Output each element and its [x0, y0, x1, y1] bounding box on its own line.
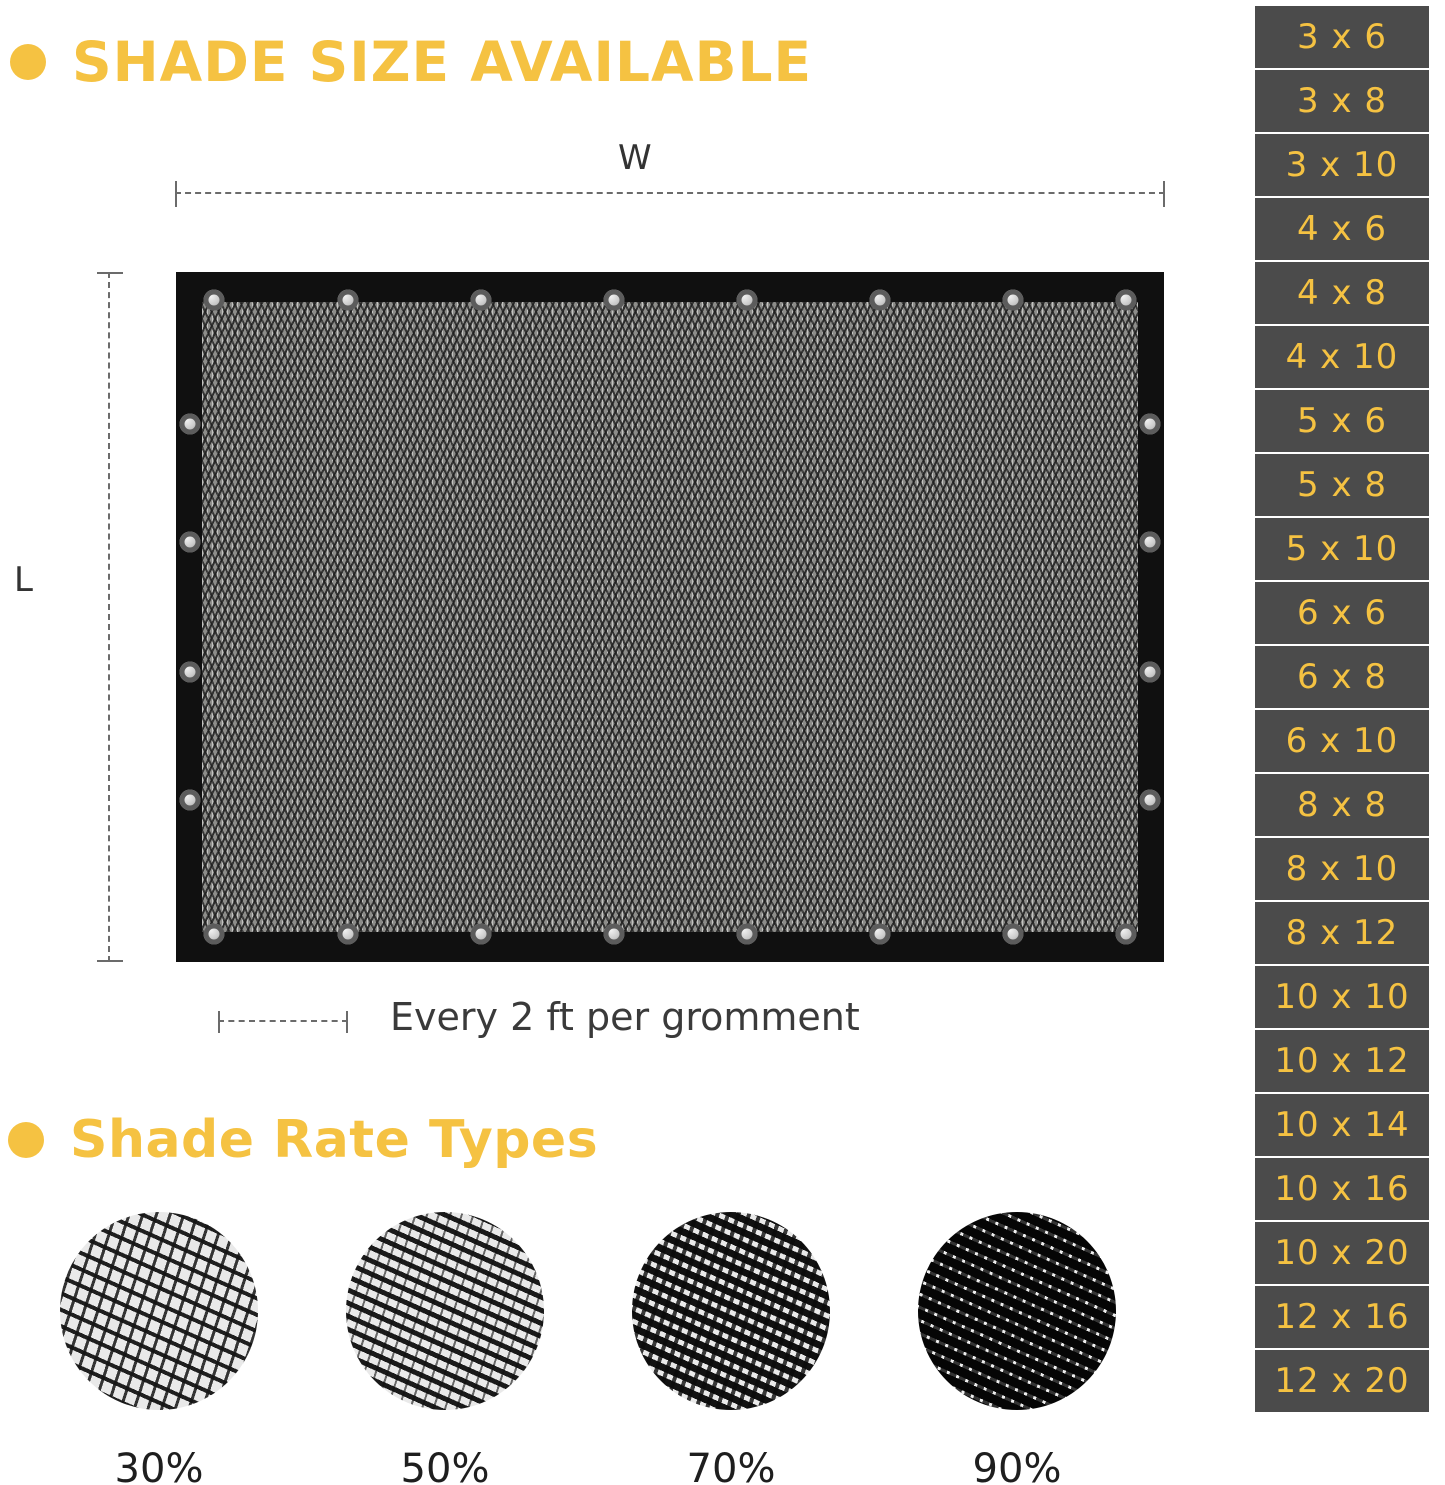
grommet: [1140, 662, 1161, 683]
mesh-30-swatch-icon: [60, 1212, 258, 1410]
size-chip: 3 x 8: [1255, 70, 1429, 132]
grommet-spacing-label: Every 2 ft per gromment: [390, 995, 860, 1039]
size-list: [1255, 6, 1429, 1412]
grommet: [1003, 290, 1024, 311]
mesh-90-swatch-icon: [918, 1212, 1116, 1410]
size-chip: 5 x 10: [1255, 518, 1429, 580]
size-chip: 10 x 20: [1255, 1222, 1429, 1284]
length-dimension-line: [108, 272, 110, 962]
grommet: [737, 924, 758, 945]
grommet: [1116, 290, 1137, 311]
grommet: [204, 290, 225, 311]
size-chip: 8 x 8: [1255, 774, 1429, 836]
size-chip: 6 x 10: [1255, 710, 1429, 772]
grommet: [737, 290, 758, 311]
grommet: [604, 924, 625, 945]
grommet: [1140, 790, 1161, 811]
shade-rate-item: [60, 1212, 258, 1485]
bullet-dot-icon: [8, 1122, 44, 1158]
shade-rate-item: [346, 1212, 544, 1485]
grommet: [180, 414, 201, 435]
grommet: [204, 924, 225, 945]
grommet: [471, 290, 492, 311]
size-chip: 3 x 6: [1255, 6, 1429, 68]
size-chip: 6 x 8: [1255, 646, 1429, 708]
width-dimension-line: [175, 192, 1165, 194]
shade-rate-label: 30%: [114, 1446, 204, 1485]
grommet: [1140, 532, 1161, 553]
grommet: [180, 662, 201, 683]
shade-rate-heading: [8, 1110, 598, 1170]
grommet: [870, 924, 891, 945]
grommet-spacing-line: [218, 1020, 348, 1022]
size-chip: 4 x 6: [1255, 198, 1429, 260]
grommet: [604, 290, 625, 311]
grommet: [471, 924, 492, 945]
grommet: [180, 532, 201, 553]
shade-cloth-diagram: [0, 120, 1270, 1080]
shade-rate-item: [918, 1212, 1116, 1485]
grommet: [180, 790, 201, 811]
size-chip: 3 x 10: [1255, 134, 1429, 196]
shade-size-heading-label: SHADE SIZE AVAILABLE: [72, 30, 813, 94]
size-chip: 12 x 20: [1255, 1350, 1429, 1412]
size-chip: 5 x 8: [1255, 454, 1429, 516]
shade-rate-heading-label: Shade Rate Types: [70, 1110, 599, 1170]
width-dimension-label: W: [618, 138, 652, 178]
grommet: [338, 924, 359, 945]
grommet: [338, 290, 359, 311]
shade-cloth-mesh: [202, 302, 1138, 932]
size-chip: 5 x 6: [1255, 390, 1429, 452]
grommet: [1140, 414, 1161, 435]
shade-rate-item: [632, 1212, 830, 1485]
bullet-dot-icon: [10, 44, 46, 80]
grommet: [870, 290, 891, 311]
length-dimension-label: L: [14, 560, 33, 600]
shade-rate-label: 50%: [400, 1446, 490, 1485]
size-chip: 10 x 14: [1255, 1094, 1429, 1156]
size-chip: 8 x 10: [1255, 838, 1429, 900]
mesh-70-swatch-icon: [632, 1212, 830, 1410]
shade-rate-label: 70%: [686, 1446, 776, 1485]
size-chip: 10 x 12: [1255, 1030, 1429, 1092]
size-chip: 10 x 10: [1255, 966, 1429, 1028]
size-chip: 4 x 8: [1255, 262, 1429, 324]
mesh-50-swatch-icon: [346, 1212, 544, 1410]
grommet: [1116, 924, 1137, 945]
shade-cloth: [176, 272, 1164, 962]
grommet: [1003, 924, 1024, 945]
shade-rate-label: 90%: [972, 1446, 1062, 1485]
shade-rate-swatches: [60, 1212, 1200, 1485]
size-chip: 8 x 12: [1255, 902, 1429, 964]
shade-size-heading: [10, 30, 812, 94]
size-chip: 4 x 10: [1255, 326, 1429, 388]
size-chip: 10 x 16: [1255, 1158, 1429, 1220]
size-chip: 6 x 6: [1255, 582, 1429, 644]
size-chip: 12 x 16: [1255, 1286, 1429, 1348]
